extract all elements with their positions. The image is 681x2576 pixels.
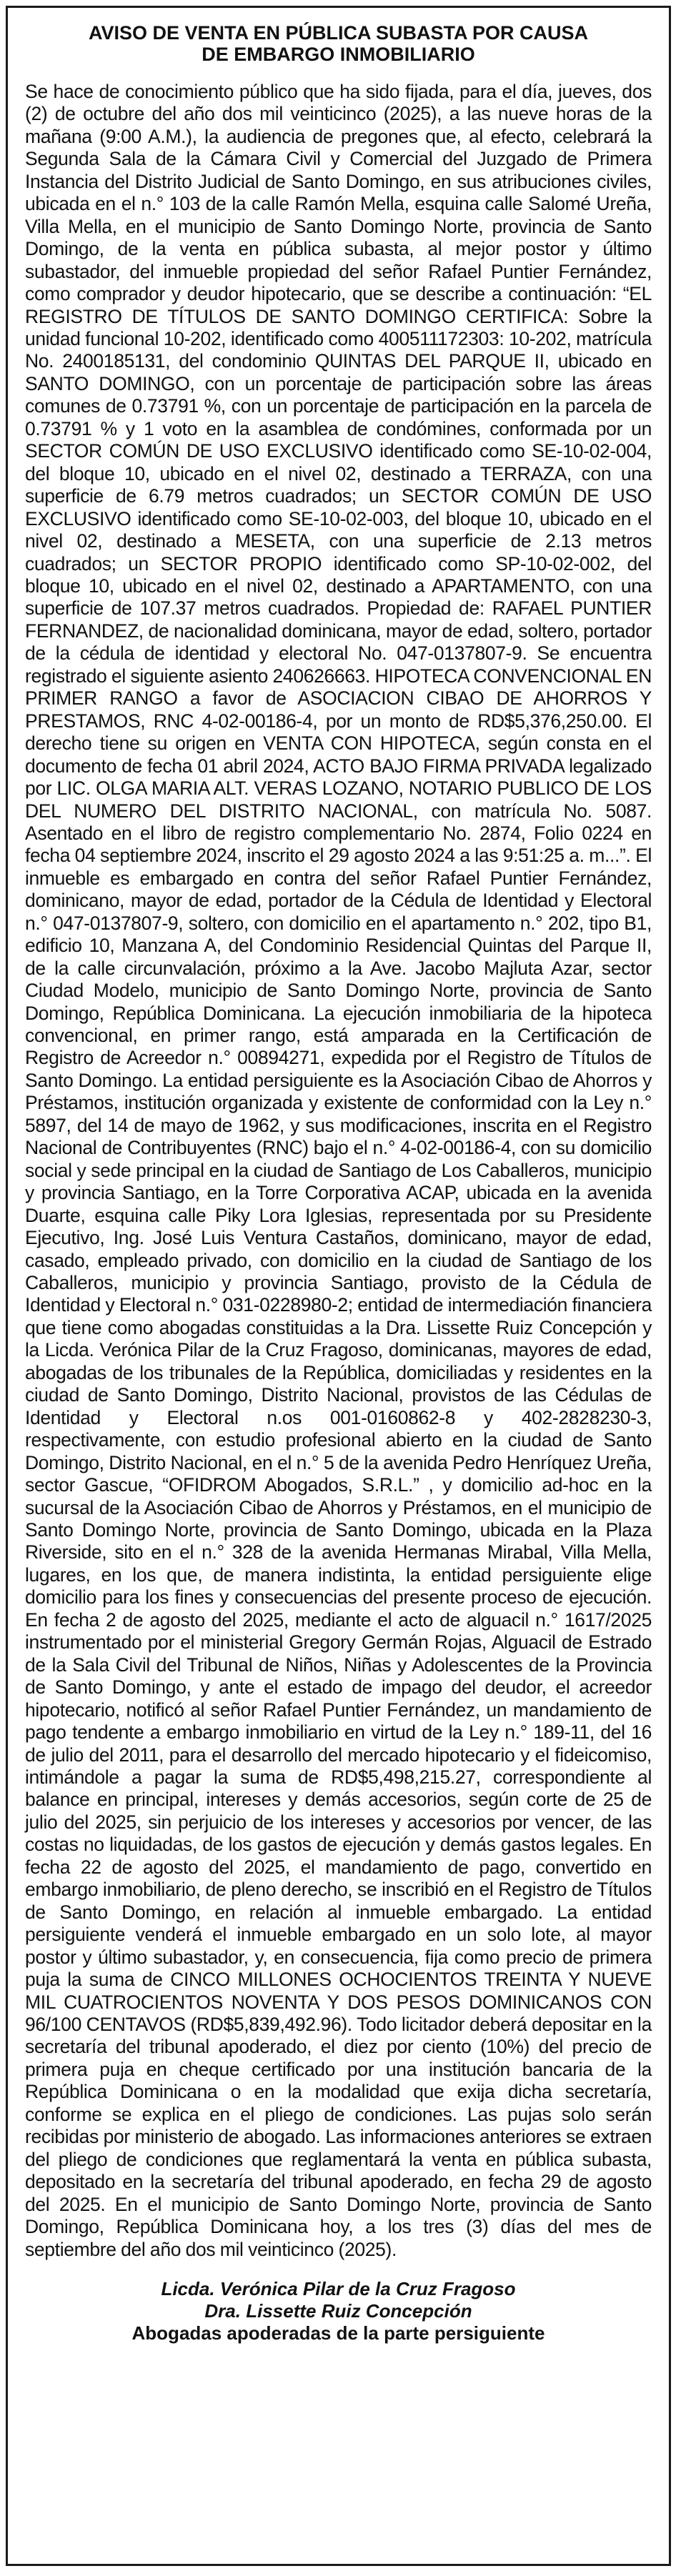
- notice-content: [25, 22, 652, 2550]
- signature-line-2: Dra. Lissette Ruiz Concepción: [204, 2299, 472, 2322]
- notice-body: Se hace de conocimiento público que ha sido fijada, para el día, jueves, dos (2) de octubre del año dos mil veinticinco (2025), a las nueve horas de la mañana (9:00 A.M.), la audiencia de pregones que, al efecto, celebrará la Segunda Sala de la Cámara Civil y Comercial del Juzgado de Primera Instancia del Distrito Judicial de Santo Domingo, en sus atribuciones civiles, ubicada en el n.° 103 de la calle Ramón Mella, esquina calle Salomé Ureña, Villa Mella, en el municipio de Santo Domingo Norte, provincia de Santo Domingo, de la venta en pública subasta, al mejor postor y último subastador, del inmueble propiedad del señor Rafael Puntier Fernández, como comprador y deudor hipotecario, que se describe a continuación: “EL REGISTRO DE TÍTULOS DE SANTO DOMINGO CERTIFICA: Sobre la unidad funcional 10-202, identificado como 400511172303: 10-202, matrícula No. 2400185131, del condominio QUINTAS DEL PARQUE II, ubicado en SANTO DOMINGO, con un porcentaje de participación sobre las áreas comunes de 0.73791 %, con un porcentaje de participación en la parcela de 0.73791 % y 1 voto en la asamblea de condómines, conformada por un SECTOR COMÚN DE USO EXCLUSIVO identificado como SE-10-02-004, del bloque 10, ubicado en el nivel 02, destinado a TERRAZA, con una superficie de 6.79 metros cuadrados; un SECTOR COMÚN DE USO EXCLUSIVO identificado como SE-10-02-003, del bloque 10, ubicado en el nivel 02, destinado a MESETA, con una superficie de 2.13 metros cuadrados; un SECTOR PROPIO identificado como SP-10-02-002, del bloque 10, ubicado en el nivel 02, destinado a APARTAMENTO, con una superficie de 107.37 metros cuadrados. Propiedad de: RAFAEL PUNTIER FERNANDEZ, de nacionalidad dominicana, mayor de edad, soltero, portador de la cédula de identidad y electoral No. 047-0137807-9. Se encuentra registrado el siguiente asiento 240626663. HIPOTECA CONVENCIONAL EN PRIMER RANGO a favor de ASOCIACION CIBAO DE AHORROS Y PRESTAMOS, RNC 4-02-00186-4, por un monto de RD$5,376,250.00. El derecho tiene su origen en VENTA CON HIPOTECA, según consta en el documento de fecha 01 abril 2024, ACTO BAJO FIRMA PRIVADA legalizado por LIC. OLGA MARIA ALT. VERAS LOZANO, NOTARIO PUBLICO DE LOS DEL NUMERO DEL DISTRITO NACIONAL, con matrícula No. 5087. Asentado en el libro de registro complementario No. 2874, Folio 0224 en fecha 04 septiembre 2024, inscrito el 29 agosto 2024 a las 9:51:25 a. m...”. El inmueble es embargado en contra del señor Rafael Puntier Fernández, dominicano, mayor de edad, portador de la Cédula de Identidad y Electoral n.° 047-0137807-9, soltero, con domicilio en el apartamento n.° 202, tipo B1, edificio 10, Manzana A, del Condominio Residencial Quintas del Parque II, de la calle circunvalación, próximo a la Ave. Jacobo Majluta Azar, sector Ciudad Modelo, municipio de Santo Domingo Norte, provincia de Santo Domingo, República Dominicana. La ejecución inmobiliaria de la hipoteca convencional, en primer rango, está amparada en la Certificación de Registro de Acreedor n.° 00894271, expedida por el Registro de Títulos de Santo Domingo. La entidad persiguiente es la Asociación Cibao de Ahorros y Préstamos, institución organizada y existente de conformidad con la Ley n.° 5897, del 14 de mayo de 1962, y sus modificaciones, inscrita en el Registro Nacional de Contribuyentes (RNC) bajo el n.° 4-02-00186-4, con su domicilio social y sede principal en la ciudad de Santiago de Los Caballeros, municipio y provincia Santiago, en la Torre Corporativa ACAP, ubicada en la avenida Duarte, esquina calle Piky Lora Iglesias, representada por su Presidente Ejecutivo, Ing. José Luis Ventura Castaños, dominicano, mayor de edad, casado, empleado privado, con domicilio en la ciudad de Santiago de los Caballeros, municipio y provincia Santiago, provisto de la Cédula de Identidad y Electoral n.° 031-0228980-2; entidad de intermediación financiera que tiene como abogadas constituidas a la Dra. Lissette Ruiz Concepción y la Licda. Verónica Pilar de la Cruz Fragoso, dominicanas, mayores de edad, abogadas de los tribunales de la República, domiciliadas y residentes en la ciudad de Santo Domingo, Distrito Nacional, provistos de las Cédulas de Identidad y Electoral n.os 001-0160862-8 y 402-2828230-3, respectivamente, con estudio profesional abierto en la ciudad de Santo Domingo, Distrito Nacional, en el n.° 5 de la avenida Pedro Henríquez Ureña, sector Gascue, “OFIDROM Abogados, S.R.L.” , y domicilio ad-hoc en la sucursal de la Asociación Cibao de Ahorros y Préstamos, en el municipio de Santo Domingo Norte, provincia de Santo Domingo, ubicada en la Plaza Riverside, sito en el n.° 328 de la avenida Hermanas Mirabal, Villa Mella, lugares, en los que, de manera indistinta, la entidad persiguiente elige domicilio para los fines y consecuencias del presente proceso de ejecución. En fecha 2 de agosto del 2025, mediante el acto de alguacil n.° 1617/2025 instrumentado por el ministerial Gregory Germán Rojas, Alguacil de Estrado de la Sala Civil del Tribunal de Niños, Niñas y Adolescentes de la Provincia de Santo Domingo, y ante el estado de impago del deudor, el acreedor hipotecario, notificó al señor Rafael Puntier Fernández, un mandamiento de pago tendente a embargo inmobiliario en virtud de la Ley n.° 189-11, del 16 de julio del 2011, para el desarrollo del mercado hipotecario y el fideicomiso, intimándole a pagar la suma de RD$5,498,215.27, correspondiente al balance en principal, intereses y demás accesorios, según corte de 25 de julio del 2025, sin perjuicio de los intereses y accesorios por vencer, de las costas no liquidadas, de los gastos de ejecución y demás gastos legales. En fecha 22 de agosto del 2025, el mandamiento de pago, convertido en embargo inmobiliario, de pleno derecho, se inscribió en el Registro de Títulos de Santo Domingo, en relación al inmueble embargado. La entidad persiguiente venderá el inmueble embargado en un solo lote, al mayor postor y último subastador, y, en consecuencia, fija como precio de primera puja la suma de CINCO MILLONES OCHOCIENTOS TREINTA Y NUEVE MIL CUATROCIENTOS NOVENTA Y DOS PESOS DOMINICANOS CON 96/100 CENTAVOS (RD$5,839,492.96). Todo licitador deberá depositar en la secretaría del tribunal apoderado, el diez por ciento (10%) del precio de primera puja en cheque certificado por una institución bancaria de la República Dominicana o en la modalidad que exija dicha secretaría, conforme se explica en el pliego de condiciones. Las pujas solo serán recibidas por ministerio de abogado. Las informaciones anteriores se extraen del pliego de condiciones que reglamentará la venta en pública subasta, depositado en la secretaría del tribunal apoderado, en fecha 29 de agosto del 2025. En el municipio de Santo Domingo Norte, provincia de Santo Domingo, República Dominicana hoy, a los tres (3) días del mes de septiembre del año dos mil veinticinco (2025).: [25, 81, 652, 2260]
- signature-block: [25, 2278, 652, 2344]
- notice-title-line-1: AVISO DE VENTA EN PÚBLICA SUBASTA POR CAUSA: [88, 22, 589, 44]
- notice-title-line-2: DE EMBARGO INMOBILIARIO: [202, 44, 475, 65]
- notice-title: [25, 22, 652, 65]
- signature-line-1: Licda. Verónica Pilar de la Cruz Fragoso: [161, 2277, 516, 2299]
- signature-line-3: Abogadas apoderadas de la parte persiguiente: [131, 2322, 545, 2344]
- notice-frame: [6, 6, 671, 2566]
